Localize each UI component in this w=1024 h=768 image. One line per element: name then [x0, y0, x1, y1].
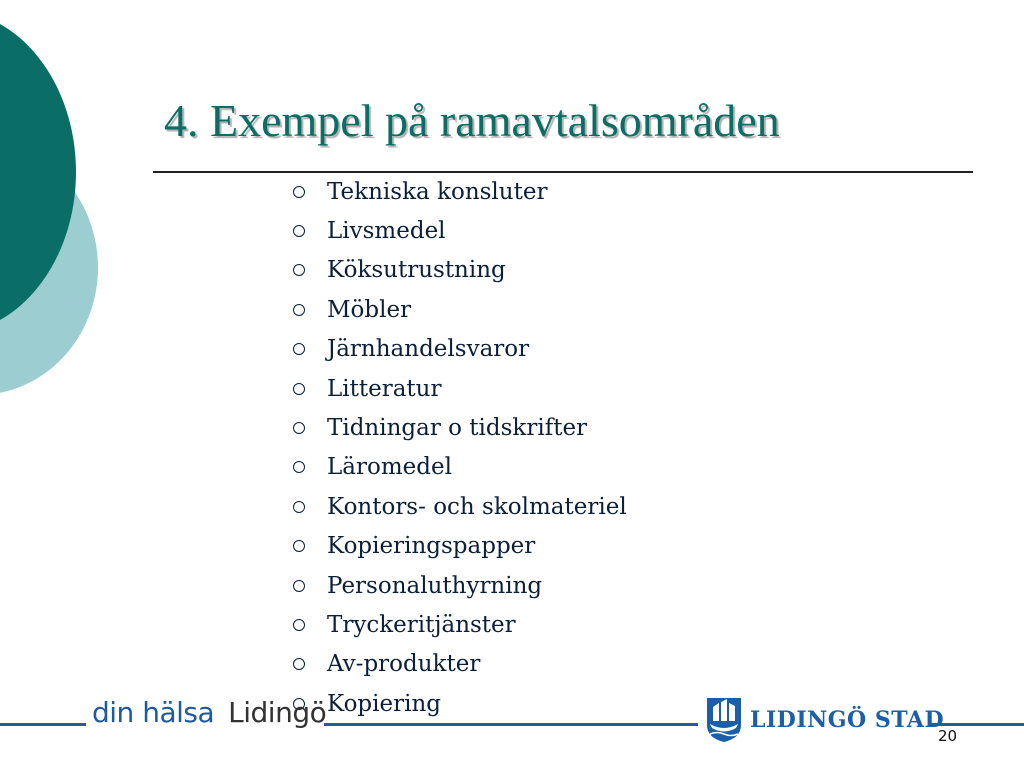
footer-logo-text-city: Lidingö	[228, 696, 327, 729]
list-item-text: Läromedel	[327, 454, 452, 481]
list-item	[290, 605, 627, 644]
list-item-text: Tryckeritjänster	[327, 611, 516, 638]
bullet-icon	[293, 461, 305, 473]
list-item-text: Tidningar o tidskrifter	[327, 415, 588, 442]
footer-line-left	[0, 723, 86, 726]
bullet-icon	[293, 186, 305, 198]
footer-line-right	[930, 723, 1024, 726]
viking-ship-shield-icon	[706, 697, 742, 743]
list-item-text: Kopiering	[327, 690, 441, 717]
bullet-icon	[293, 304, 305, 316]
list-item-text: Livsmedel	[327, 218, 446, 245]
bullet-list	[290, 172, 627, 723]
list-item	[290, 330, 627, 369]
din-halsa-logo	[92, 696, 326, 729]
footer-logo-text-health: din hälsa	[92, 696, 215, 729]
list-item-text: Kopieringspapper	[327, 533, 536, 560]
slide-title: 4. Exempel på ramavtalsområden	[164, 95, 780, 146]
list-item	[290, 448, 627, 487]
footer-logo-text-stad: LIDINGÖ STAD	[750, 707, 945, 733]
list-item	[290, 645, 627, 684]
bullet-icon	[293, 540, 305, 552]
bullet-icon	[293, 501, 305, 513]
bullet-icon	[293, 422, 305, 434]
list-item	[290, 290, 627, 329]
list-item	[290, 487, 627, 526]
list-item	[290, 566, 627, 605]
bullet-icon	[293, 619, 305, 631]
page-number: 20	[938, 727, 958, 745]
list-item-text: Litteratur	[327, 375, 442, 402]
list-item	[290, 211, 627, 250]
list-item-text: Kontors- och skolmateriel	[327, 493, 627, 520]
list-item-text: Järnhandelsvaror	[327, 336, 530, 363]
list-item	[290, 172, 627, 211]
list-item-text: Av-produkter	[327, 651, 481, 678]
bullet-icon	[293, 383, 305, 395]
footer-line-middle	[324, 723, 698, 726]
list-item	[290, 684, 627, 723]
list-item-text: Möbler	[327, 296, 412, 323]
list-item-text: Köksutrustning	[327, 257, 506, 284]
list-item	[290, 408, 627, 447]
list-item-text: Personaluthyrning	[327, 572, 543, 599]
bullet-icon	[293, 580, 305, 592]
bullet-icon	[293, 343, 305, 355]
bullet-icon	[293, 225, 305, 237]
lidingo-stad-logo	[706, 697, 944, 743]
bullet-icon	[293, 264, 305, 276]
list-item	[290, 251, 627, 290]
list-item-text: Tekniska konsluter	[327, 178, 548, 205]
list-item	[290, 527, 627, 566]
bullet-icon	[293, 658, 305, 670]
list-item	[290, 369, 627, 408]
